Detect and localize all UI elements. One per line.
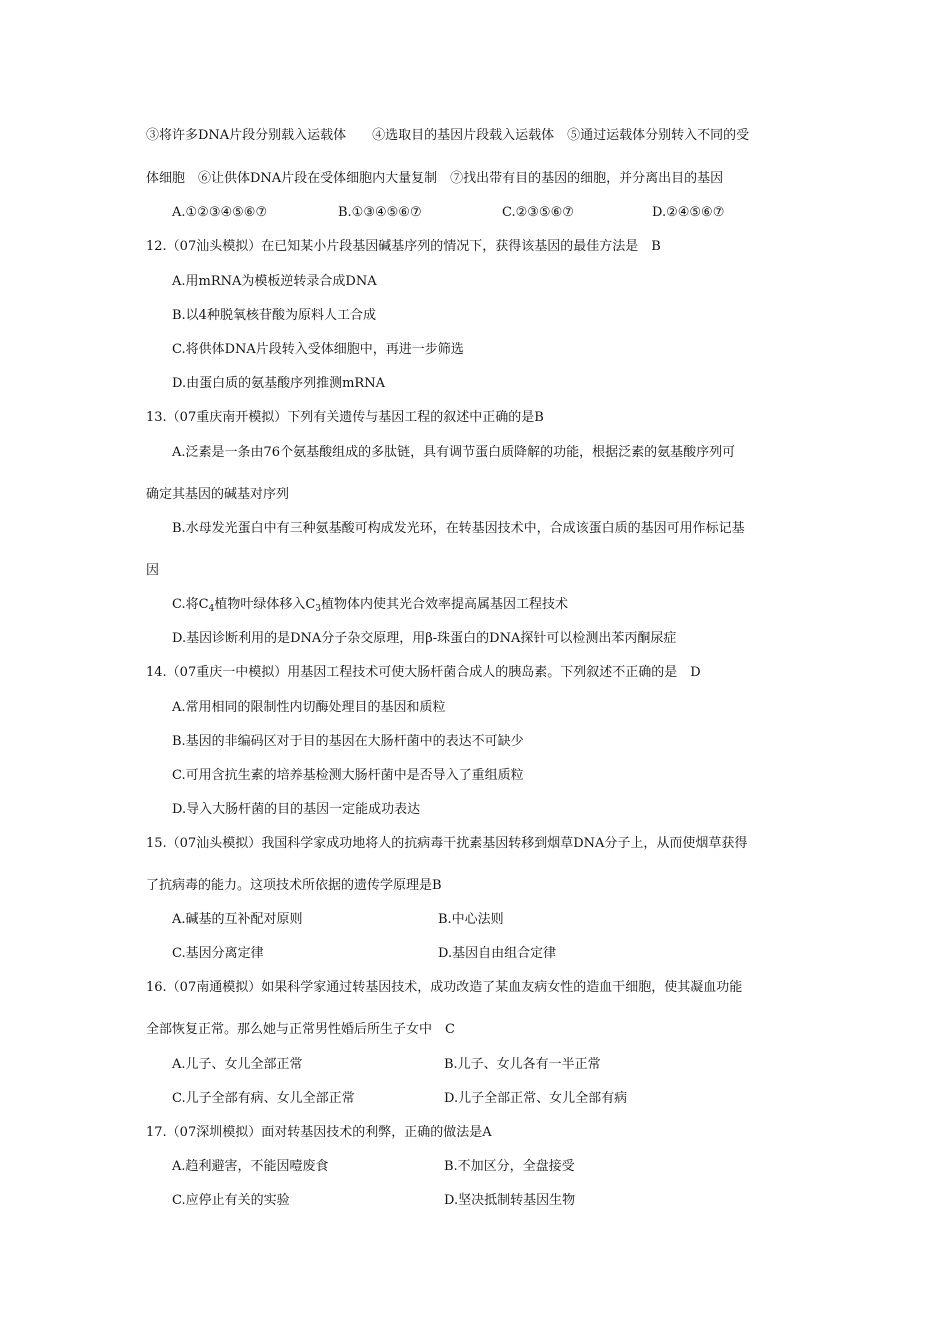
question-16-stem: 16.（07南通模拟）如果科学家通过转基因技术，成功改造了某血友病女性的造血干细胞，使其凝血功能 <box>146 980 743 995</box>
option-d: D.基因自由组合定律 <box>438 946 557 961</box>
option-d: D.由蛋白质的氨基酸序列推测mRNA <box>172 376 385 391</box>
option-c-text: C.将C <box>172 597 209 612</box>
option-c: C.基因分离定律 <box>172 946 264 961</box>
option-a: A.泛素是一条由76个氨基酸组成的多肽链，具有调节蛋白质降解的功能，根据泛素的氨基酸序列可 <box>172 445 736 460</box>
question-13-stem: 13.（07重庆南开模拟）下列有关遗传与基因工程的叙述中正确的是B <box>146 410 544 425</box>
option-d: D.导入大肠杆菌的目的基因一定能成功表达 <box>172 802 421 817</box>
option-c: C.②③⑤⑥⑦ <box>502 205 574 220</box>
option-d: D.②④⑤⑥⑦ <box>652 205 725 220</box>
option-a-continued: 确定其基因的碱基对序列 <box>146 487 290 502</box>
question-14-stem: 14.（07重庆一中模拟）用基因工程技术可使大肠杆菌合成人的胰岛素。下列叙述不正确的是 D <box>146 665 701 680</box>
option-d: D.基因诊断利用的是DNA分子杂交原理，用β-珠蛋白的DNA探针可以检测出苯丙酮尿症 <box>172 631 677 646</box>
option-a: A.用mRNA为模板逆转录合成DNA <box>172 274 377 289</box>
subscript: 3 <box>315 604 321 614</box>
question-15-stem: 15.（07汕头模拟）我国科学家成功地将人的抗病毒干扰素基因转移到烟草DNA分子上，从而使烟草获得 <box>146 836 748 851</box>
option-c: C.应停止有关的实验 <box>172 1193 290 1208</box>
option-b-continued: 因 <box>146 563 160 578</box>
option-c <box>172 596 568 614</box>
option-c: C.可用含抗生素的培养基检测大肠杆菌中是否导入了重组质粒 <box>172 768 524 783</box>
option-a: A.常用相同的限制性内切酶处理目的基因和质粒 <box>172 700 446 715</box>
option-b: B.以4种脱氧核苷酸为原料人工合成 <box>172 308 376 323</box>
option-b: B.水母发光蛋白中有三种氨基酸可构成发光环，在转基因技术中，合成该蛋白质的基因可用作标记基 <box>172 521 745 536</box>
paragraph-line: ③将许多DNA片段分别载入运载体 ④选取目的基因片段载入运载体 ⑤通过运载体分别转入不同的受 <box>146 128 750 143</box>
question-17-stem: 17.（07深圳模拟）面对转基因技术的利弊，正确的做法是A <box>146 1125 492 1140</box>
subscript: 4 <box>208 604 215 614</box>
option-c-text: 植物叶绿体移入C <box>214 597 316 612</box>
option-b: B.基因的非编码区对于目的基因在大肠杆菌中的表达不可缺少 <box>172 734 524 749</box>
option-a: A.碱基的互补配对原则 <box>172 912 303 927</box>
paragraph-line: 体细胞 ⑥让供体DNA片段在受体细胞内大量复制 ⑦找出带有目的基因的细胞，并分离出目的基因 <box>146 171 724 186</box>
option-a: A.趋利避害，不能因噎废食 <box>172 1159 329 1174</box>
option-b: B.儿子、女儿各有一半正常 <box>444 1057 601 1072</box>
option-d: D.坚决抵制转基因生物 <box>444 1193 576 1208</box>
option-b: B.中心法则 <box>438 912 504 927</box>
question-16-stem-continued: 全部恢复正常。那么她与正常男性婚后所生子女中 C <box>146 1022 455 1037</box>
option-c-text: 植物体内使其光合效率提高属基因工程技术 <box>321 597 569 612</box>
option-b: B.不加区分，全盘接受 <box>444 1159 575 1174</box>
option-a: A.儿子、女儿全部正常 <box>172 1057 303 1072</box>
option-c: C.儿子全部有病、女儿全部正常 <box>172 1091 355 1106</box>
option-a: A.①②③④⑤⑥⑦ <box>172 205 268 220</box>
question-12-stem: 12.（07汕头模拟）在已知某小片段基因碱基序列的情况下，获得该基因的最佳方法是 B <box>146 239 661 254</box>
question-15-stem-continued: 了抗病毒的能力。这项技术所依据的遗传学原理是B <box>146 878 442 893</box>
option-d: D.儿子全部正常、女儿全部有病 <box>444 1091 628 1106</box>
option-c: C.将供体DNA片段转入受体细胞中，再进一步筛选 <box>172 342 464 357</box>
option-b: B.①③④⑤⑥⑦ <box>338 205 422 220</box>
